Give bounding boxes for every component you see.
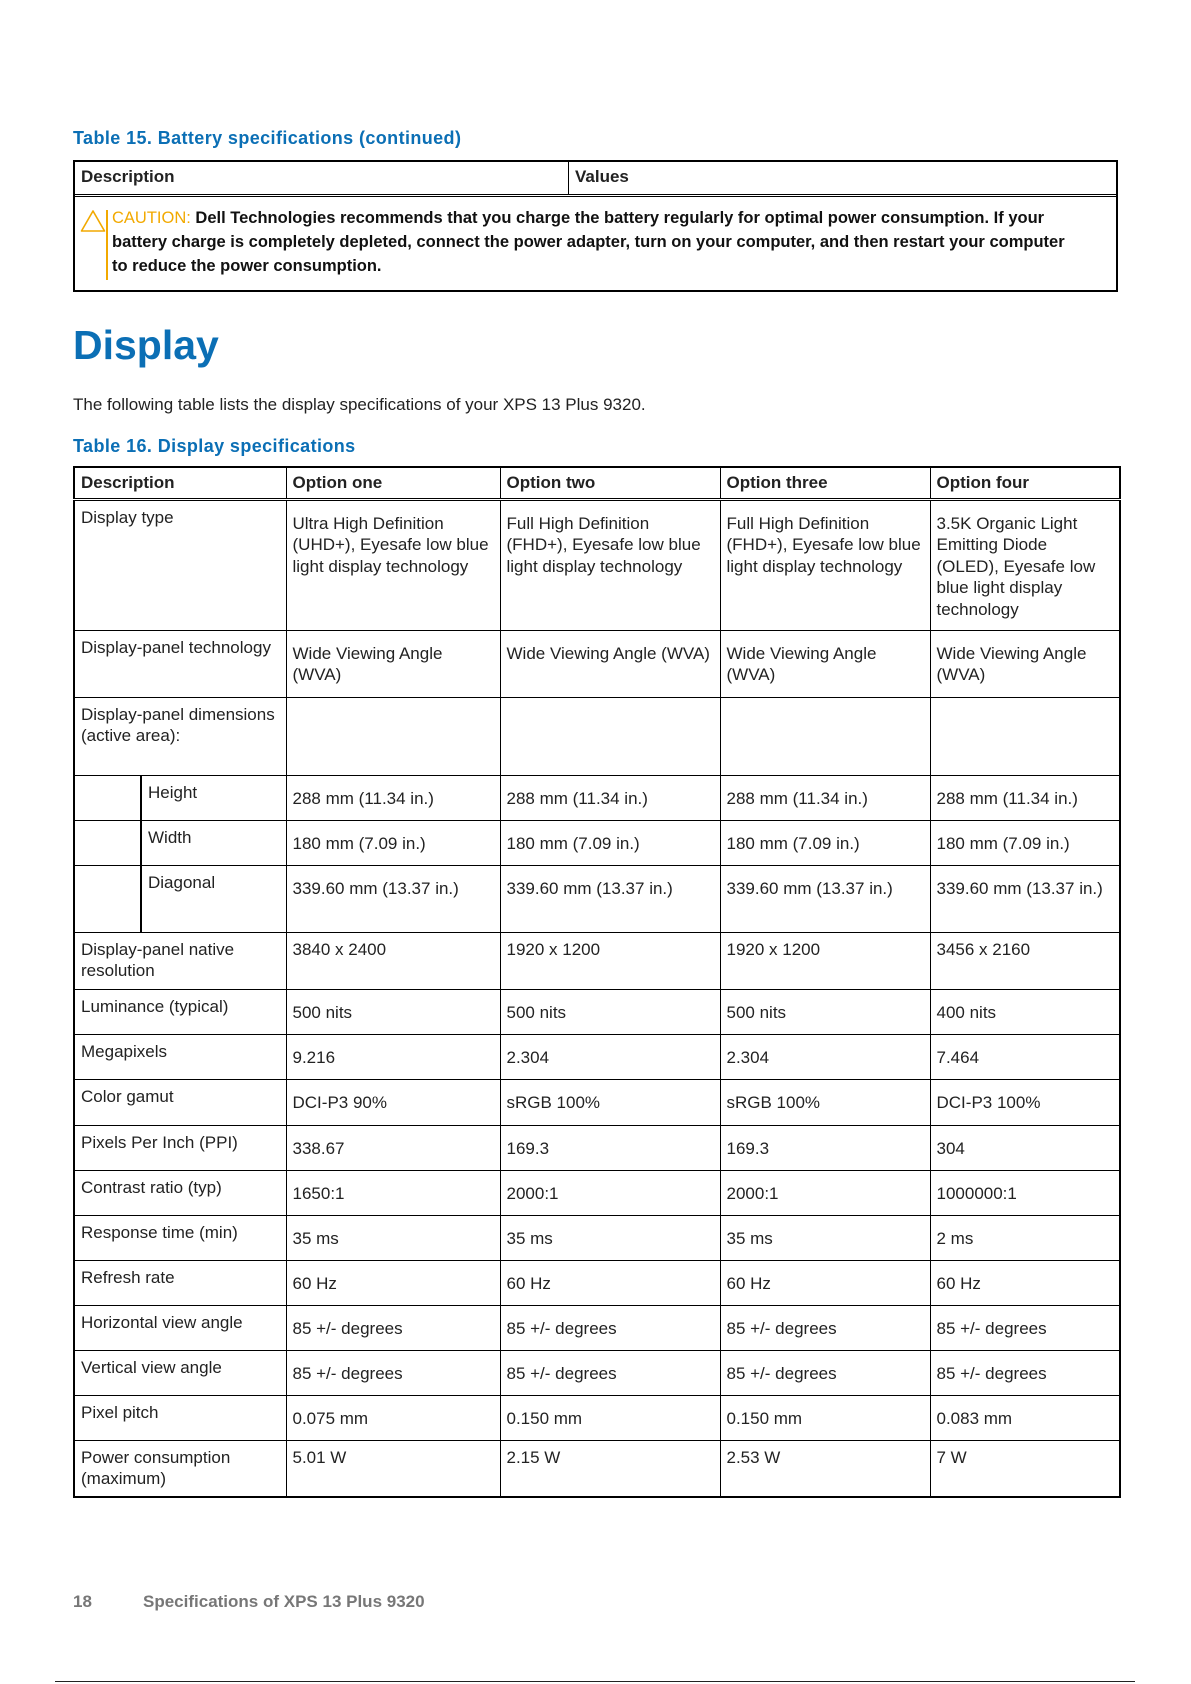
table-row xyxy=(74,1305,1120,1350)
row-label: Pixels Per Inch (PPI) xyxy=(74,1125,286,1170)
cell-option-one: 3840 x 2400 xyxy=(286,932,500,989)
cell-option-one: 0.075 mm xyxy=(286,1395,500,1440)
cell-option-three xyxy=(720,697,930,775)
table-row xyxy=(74,1125,1120,1170)
row-label: Display-panel dimensions (active area): xyxy=(74,697,286,775)
row-label: Width xyxy=(141,820,286,865)
cell-option-two: 169.3 xyxy=(500,1125,720,1170)
cell-option-one: 9.216 xyxy=(286,1034,500,1079)
cell-option-four xyxy=(930,697,1120,775)
cell-option-four: 7 W xyxy=(930,1440,1120,1497)
table-row xyxy=(74,1034,1120,1079)
table15-header-values: Values xyxy=(575,167,629,186)
cell-option-three: 85 +/- degrees xyxy=(720,1350,930,1395)
table15-header-description: Description xyxy=(81,167,175,186)
row-label: Display type xyxy=(74,499,286,630)
row-label: Color gamut xyxy=(74,1079,286,1125)
footer-title: Specifications of XPS 13 Plus 9320 xyxy=(143,1592,425,1611)
table-row xyxy=(74,1260,1120,1305)
caution-label: CAUTION: xyxy=(112,209,191,227)
indent-cell xyxy=(74,865,141,932)
cell-option-one: 339.60 mm (13.37 in.) xyxy=(286,865,500,932)
cell-option-three: 2.304 xyxy=(720,1034,930,1079)
table16-caption: Table 16. Display specifications xyxy=(73,436,356,456)
table16-header-option-one: Option one xyxy=(286,467,500,499)
cell-option-three: 85 +/- degrees xyxy=(720,1305,930,1350)
table16-header-option-two: Option two xyxy=(500,467,720,499)
cell-option-four: DCI-P3 100% xyxy=(930,1079,1120,1125)
cell-option-four: 304 xyxy=(930,1125,1120,1170)
table-row xyxy=(74,989,1120,1034)
cell-option-two: 1920 x 1200 xyxy=(500,932,720,989)
table-row xyxy=(74,1215,1120,1260)
table15-header-row xyxy=(75,162,1116,197)
cell-option-two: 288 mm (11.34 in.) xyxy=(500,775,720,820)
row-label: Refresh rate xyxy=(74,1260,286,1305)
table-row xyxy=(74,775,1120,820)
row-label: Height xyxy=(141,775,286,820)
cell-option-two: 85 +/- degrees xyxy=(500,1350,720,1395)
cell-option-three: 1920 x 1200 xyxy=(720,932,930,989)
cell-option-three: sRGB 100% xyxy=(720,1079,930,1125)
warning-triangle-icon xyxy=(80,209,106,233)
battery-spec-table xyxy=(73,160,1118,292)
section-title: Display xyxy=(73,322,219,368)
cell-option-two: 2000:1 xyxy=(500,1170,720,1215)
cell-option-two: Full High Definition (FHD+), Eyesafe low blue light display technology xyxy=(500,499,720,630)
cell-option-three: 0.150 mm xyxy=(720,1395,930,1440)
caution-bar xyxy=(106,210,108,280)
cell-option-one: DCI-P3 90% xyxy=(286,1079,500,1125)
row-label: Display-panel native resolution xyxy=(74,932,286,989)
cell-option-two: 60 Hz xyxy=(500,1260,720,1305)
cell-option-three: 60 Hz xyxy=(720,1260,930,1305)
table-row xyxy=(74,1350,1120,1395)
cell-option-one: 60 Hz xyxy=(286,1260,500,1305)
cell-option-one: Ultra High Definition (UHD+), Eyesafe low blue light display technology xyxy=(286,499,500,630)
table-row xyxy=(74,1440,1120,1497)
cell-option-three: 180 mm (7.09 in.) xyxy=(720,820,930,865)
caution-body: Dell Technologies recommends that you charge the battery regularly for optimal power consumption. If your battery charge is completely depleted, connect the power adapter, turn on your computer, and then restart your computer to reduce the power consumption. xyxy=(112,209,1065,275)
table-row xyxy=(74,865,1120,932)
cell-option-three: 169.3 xyxy=(720,1125,930,1170)
table-row xyxy=(74,1395,1120,1440)
cell-option-one xyxy=(286,697,500,775)
cell-option-three: 288 mm (11.34 in.) xyxy=(720,775,930,820)
table-row xyxy=(74,697,1120,775)
cell-option-one: 1650:1 xyxy=(286,1170,500,1215)
cell-option-three: 339.60 mm (13.37 in.) xyxy=(720,865,930,932)
table-row xyxy=(74,932,1120,989)
cell-option-four: 85 +/- degrees xyxy=(930,1305,1120,1350)
cell-option-four: 60 Hz xyxy=(930,1260,1120,1305)
cell-option-four: 339.60 mm (13.37 in.) xyxy=(930,865,1120,932)
table-row xyxy=(74,630,1120,697)
cell-option-two: 500 nits xyxy=(500,989,720,1034)
cell-option-four: 0.083 mm xyxy=(930,1395,1120,1440)
section-intro: The following table lists the display specifications of your XPS 13 Plus 9320. xyxy=(73,395,646,414)
cell-option-four: 7.464 xyxy=(930,1034,1120,1079)
row-label: Vertical view angle xyxy=(74,1350,286,1395)
cell-option-two: 339.60 mm (13.37 in.) xyxy=(500,865,720,932)
row-label: Display-panel technology xyxy=(74,630,286,697)
table-row xyxy=(74,1170,1120,1215)
cell-option-one: 338.67 xyxy=(286,1125,500,1170)
cell-option-four: Wide Viewing Angle (WVA) xyxy=(930,630,1120,697)
cell-option-four: 400 nits xyxy=(930,989,1120,1034)
cell-option-four: 1000000:1 xyxy=(930,1170,1120,1215)
table-row xyxy=(74,1079,1120,1125)
cell-option-one: 5.01 W xyxy=(286,1440,500,1497)
cell-option-three: 500 nits xyxy=(720,989,930,1034)
cell-option-four: 2 ms xyxy=(930,1215,1120,1260)
cell-option-four: 288 mm (11.34 in.) xyxy=(930,775,1120,820)
table16-header-row xyxy=(74,467,1120,499)
table-row xyxy=(74,499,1120,630)
cell-option-two: 180 mm (7.09 in.) xyxy=(500,820,720,865)
cell-option-three: 35 ms xyxy=(720,1215,930,1260)
cell-option-three: 2.53 W xyxy=(720,1440,930,1497)
cell-option-one: 35 ms xyxy=(286,1215,500,1260)
cell-option-two: 85 +/- degrees xyxy=(500,1305,720,1350)
table16-header-description: Description xyxy=(74,467,286,499)
cell-option-two: 35 ms xyxy=(500,1215,720,1260)
footer-rule xyxy=(55,1681,1135,1682)
row-label: Contrast ratio (typ) xyxy=(74,1170,286,1215)
caution-notice xyxy=(112,206,1072,278)
table16-header-option-four: Option four xyxy=(930,467,1120,499)
page-number: 18 xyxy=(73,1592,92,1611)
row-label: Pixel pitch xyxy=(74,1395,286,1440)
row-label: Diagonal xyxy=(141,865,286,932)
cell-option-three: 2000:1 xyxy=(720,1170,930,1215)
display-spec-table xyxy=(73,466,1121,1498)
table15-caption: Table 15. Battery specifications (continued) xyxy=(73,128,462,148)
row-label: Horizontal view angle xyxy=(74,1305,286,1350)
cell-option-two xyxy=(500,697,720,775)
cell-option-one: 180 mm (7.09 in.) xyxy=(286,820,500,865)
table16-header-option-three: Option three xyxy=(720,467,930,499)
cell-option-two: sRGB 100% xyxy=(500,1079,720,1125)
cell-option-one: 500 nits xyxy=(286,989,500,1034)
cell-option-two: Wide Viewing Angle (WVA) xyxy=(500,630,720,697)
cell-option-one: 288 mm (11.34 in.) xyxy=(286,775,500,820)
cell-option-two: 0.150 mm xyxy=(500,1395,720,1440)
cell-option-four: 180 mm (7.09 in.) xyxy=(930,820,1120,865)
cell-option-three: Full High Definition (FHD+), Eyesafe low blue light display technology xyxy=(720,499,930,630)
indent-cell xyxy=(74,820,141,865)
row-label: Power consumption (maximum) xyxy=(74,1440,286,1497)
cell-option-one: 85 +/- degrees xyxy=(286,1305,500,1350)
indent-cell xyxy=(74,775,141,820)
cell-option-four: 85 +/- degrees xyxy=(930,1350,1120,1395)
row-label: Megapixels xyxy=(74,1034,286,1079)
row-label: Response time (min) xyxy=(74,1215,286,1260)
cell-option-four: 3456 x 2160 xyxy=(930,932,1120,989)
cell-option-one: Wide Viewing Angle (WVA) xyxy=(286,630,500,697)
cell-option-one: 85 +/- degrees xyxy=(286,1350,500,1395)
cell-option-two: 2.15 W xyxy=(500,1440,720,1497)
row-label: Luminance (typical) xyxy=(74,989,286,1034)
table-row xyxy=(74,820,1120,865)
cell-option-four: 3.5K Organic Light Emitting Diode (OLED), Eyesafe low blue light display technology xyxy=(930,499,1120,630)
cell-option-three: Wide Viewing Angle (WVA) xyxy=(720,630,930,697)
cell-option-two: 2.304 xyxy=(500,1034,720,1079)
